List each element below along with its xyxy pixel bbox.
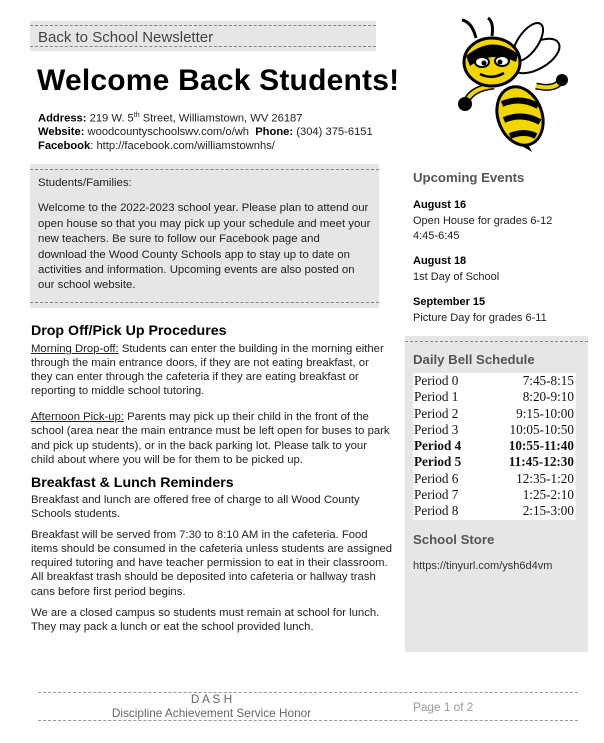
afternoon-label: Afternoon Pick-up: xyxy=(31,411,124,424)
period-time: 8:20-9:10 xyxy=(522,389,574,405)
bell-row xyxy=(413,454,576,470)
dropoff-section xyxy=(31,342,393,474)
event-desc: Open House for grades 6-12 xyxy=(413,214,553,227)
page-number: Page 1 of 2 xyxy=(413,700,474,714)
dropoff-title: Drop Off/Pick Up Procedures xyxy=(31,323,227,339)
morning-label: Morning Drop-off: xyxy=(31,343,119,355)
event-date: September 15 xyxy=(413,296,486,308)
period-name: Period 3 xyxy=(414,421,459,437)
address-street: 219 W. 5 xyxy=(89,112,134,125)
address-rest: Street, Williamstown, WV 26187 xyxy=(139,112,303,125)
period-time: 9:15-10:00 xyxy=(516,405,574,421)
period-name: Period 7 xyxy=(414,487,459,503)
intro-body: Welcome to the 2022-2023 school year. Please plan to attend our open house so that you may pick up your schedule and meet your new teachers. Be sure to follow our Facebook page and download the Wood County Schools app to stay up to date on activities and information. Upcoming events are also posted on our school website. xyxy=(38,202,371,292)
event-item xyxy=(413,295,547,326)
footer-expansion: Discipline Achievement Service Honor xyxy=(111,706,312,720)
event-item xyxy=(413,198,552,245)
afternoon-text: Parents may pick up their child in the front of the school (area near the main entrance must be left open for buses to park and pick up students), or in the back parking lot. Please talk to your child about where you will be for them to be picked up. xyxy=(31,411,390,466)
footer-acronym: D A S H xyxy=(190,692,233,706)
phone-value: (304) 375-6151 xyxy=(296,126,373,138)
breakfast-title: Breakfast & Lunch Reminders xyxy=(31,475,234,491)
period-time: 10:05-10:50 xyxy=(509,421,574,437)
facebook-line xyxy=(38,140,275,152)
address-line xyxy=(38,112,303,125)
period-time: 11:45-12:30 xyxy=(508,454,574,470)
bell-row xyxy=(413,373,576,389)
period-name: Period 8 xyxy=(414,503,459,519)
page-title: Welcome Back Students! xyxy=(37,64,400,97)
newsletter-label xyxy=(30,21,376,51)
website-link[interactable]: woodcountyschoolswv.com/o/wh xyxy=(87,126,249,138)
address-sup: th xyxy=(133,112,140,119)
morning-text: Students can enter the building in the morning either through the main entrance doors, if they are not eating breakfast, or they can enter through the cafeteria if they are eating breakfast or reporting to middle school tutoring. xyxy=(31,343,384,398)
period-time: 12:35-1:20 xyxy=(516,470,574,486)
afternoon-paragraph xyxy=(31,410,393,466)
period-name: Period 2 xyxy=(414,405,459,421)
hornet-mascot-icon xyxy=(432,16,572,152)
breakfast-p2: Breakfast will be served from 7:30 to 8:10 AM in the cafeteria. Food items should be consumed in the cafeteria unless students are assigned required tutoring and have teacher permission to eat in their classroom. All breakfast trash should be deposited into cafeteria or hallway trash cans before first period begins. xyxy=(31,529,393,598)
bell-row xyxy=(413,406,576,422)
school-store-title: School Store xyxy=(413,532,495,547)
bell-row xyxy=(413,422,576,438)
event-time: 4:45-6:45 xyxy=(413,230,460,242)
facebook-label: Facebook xyxy=(38,140,91,152)
breakfast-p1: Breakfast and lunch are offered free of charge to all Wood County Schools students. xyxy=(31,494,360,521)
intro-box xyxy=(30,164,379,308)
period-time: 10:55-11:40 xyxy=(508,438,574,454)
bell-row xyxy=(413,487,576,503)
period-time: 7:45-8:15 xyxy=(522,373,574,388)
facebook-link[interactable]: : http://facebook.com/williamstownhs/ xyxy=(90,140,275,152)
address-label: Address: xyxy=(38,112,87,125)
period-time: 1:25-2:10 xyxy=(522,487,574,503)
bell-schedule-title: Daily Bell Schedule xyxy=(413,352,535,367)
period-name: Period 0 xyxy=(414,373,459,388)
website-label: Website: xyxy=(38,126,85,138)
event-desc: 1st Day of School xyxy=(413,270,500,283)
bell-row xyxy=(413,438,576,454)
event-date: August 18 xyxy=(413,255,467,267)
bell-schedule-table xyxy=(413,373,576,520)
school-store-link[interactable]: https://tinyurl.com/ysh6d4vm xyxy=(413,560,553,572)
event-date: August 16 xyxy=(413,199,467,211)
bell-row xyxy=(413,389,576,405)
event-desc: Picture Day for grades 6-11 xyxy=(413,311,547,324)
events-title: Upcoming Events xyxy=(413,170,525,185)
breakfast-p3: We are a closed campus so students must remain at school for lunch. They may pack a lunch or eat the school provided lunch. xyxy=(31,606,380,633)
website-line xyxy=(38,126,373,138)
bell-row xyxy=(413,503,576,519)
event-item xyxy=(413,254,499,285)
period-time: 2:15-3:00 xyxy=(522,503,574,519)
bell-row xyxy=(413,471,576,487)
intro-greeting: Students/Families: xyxy=(38,177,132,189)
period-name: Period 5 xyxy=(414,454,462,470)
period-name: Period 6 xyxy=(414,470,459,486)
footer-motto xyxy=(38,688,385,724)
newsletter-label-text: Back to School Newsletter xyxy=(38,29,214,46)
period-name: Period 1 xyxy=(414,389,459,405)
breakfast-section xyxy=(31,493,393,641)
phone-label: Phone: xyxy=(255,126,294,138)
period-name: Period 4 xyxy=(414,438,462,454)
morning-paragraph xyxy=(31,342,393,398)
